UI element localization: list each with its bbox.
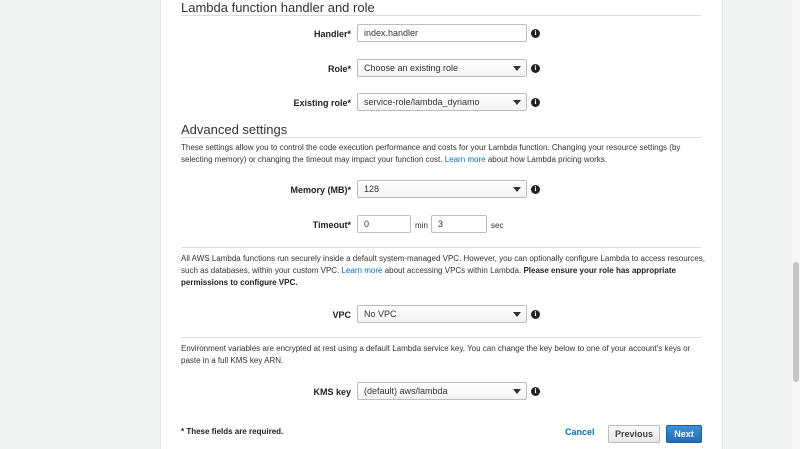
- pricing-learn-more-link[interactable]: Learn more: [444, 155, 486, 164]
- memory-label: Memory (MB)*: [290, 185, 351, 195]
- section-divider: [181, 15, 701, 16]
- section-divider: [181, 337, 701, 338]
- chevron-down-icon: [513, 312, 521, 317]
- existing-role-label: Existing role*: [293, 98, 351, 108]
- existing-role-select-value: service-role/lambda_dynamo: [364, 97, 480, 107]
- previous-button[interactable]: Previous: [608, 425, 660, 443]
- chevron-down-icon: [513, 187, 521, 192]
- next-button[interactable]: Next: [666, 425, 702, 443]
- memory-select-value: 128: [364, 184, 380, 194]
- handler-input[interactable]: [357, 24, 527, 42]
- vpc-select-value: No VPC: [364, 309, 397, 319]
- timeout-seconds-input[interactable]: [431, 215, 487, 233]
- vpc-description: All AWS Lambda functions run securely inside a default system-managed VPC. However, you can optionally configure Lambda to access resources, such as databases, within your custom VPC. Learn more about accessing VPCs within Lambda. Please ensure your role has appropriate permissions to configure VPC.: [181, 254, 705, 287]
- kms-key-label: KMS key: [313, 387, 351, 397]
- timeout-min-unit: min: [415, 221, 428, 230]
- info-icon[interactable]: i: [531, 29, 540, 38]
- timeout-minutes-input[interactable]: [357, 215, 411, 233]
- scrollbar-thumb[interactable]: [793, 262, 799, 382]
- kms-description: Environment variables are encrypted at rest using a default Lambda service key. You can change the key below to one of your account's keys or paste in a full KMS key ARN.: [181, 344, 691, 365]
- chevron-down-icon: [513, 389, 521, 394]
- memory-select[interactable]: [357, 180, 527, 198]
- role-select-value: Choose an existing role: [364, 63, 459, 73]
- cancel-button[interactable]: Cancel: [565, 427, 595, 437]
- timeout-sec-unit: sec: [491, 221, 504, 230]
- vpc-learn-more-link[interactable]: Learn more: [341, 266, 383, 275]
- page-scrollbar[interactable]: [792, 0, 800, 449]
- required-fields-note: * These fields are required.: [181, 427, 284, 436]
- vpc-select[interactable]: [357, 305, 527, 323]
- handler-section-title: Lambda function handler and role: [181, 0, 375, 15]
- chevron-down-icon: [513, 66, 521, 71]
- info-icon[interactable]: i: [531, 387, 540, 396]
- section-divider: [181, 247, 701, 248]
- section-divider: [181, 137, 701, 138]
- role-select[interactable]: [357, 59, 527, 77]
- role-label: Role*: [327, 64, 351, 74]
- info-icon[interactable]: i: [531, 310, 540, 319]
- timeout-label: Timeout*: [312, 220, 351, 230]
- existing-role-select[interactable]: [357, 93, 527, 111]
- advanced-section-title: Advanced settings: [181, 122, 288, 137]
- info-icon[interactable]: i: [531, 185, 540, 194]
- handler-label: Handler*: [313, 29, 351, 39]
- info-icon[interactable]: i: [531, 98, 540, 107]
- settings-card: [160, 0, 723, 449]
- advanced-description: These settings allow you to control the code execution performance and costs for your Lambda function. Changing your resource settings (by selecting memory) or changing the timeout may impact your function cost. Learn more about how Lambda pricing works.: [181, 143, 681, 164]
- vpc-label: VPC: [332, 310, 351, 320]
- chevron-down-icon: [513, 100, 521, 105]
- kms-key-select-value: (default) aws/lambda: [364, 386, 448, 396]
- kms-key-select[interactable]: [357, 382, 527, 400]
- info-icon[interactable]: i: [531, 64, 540, 73]
